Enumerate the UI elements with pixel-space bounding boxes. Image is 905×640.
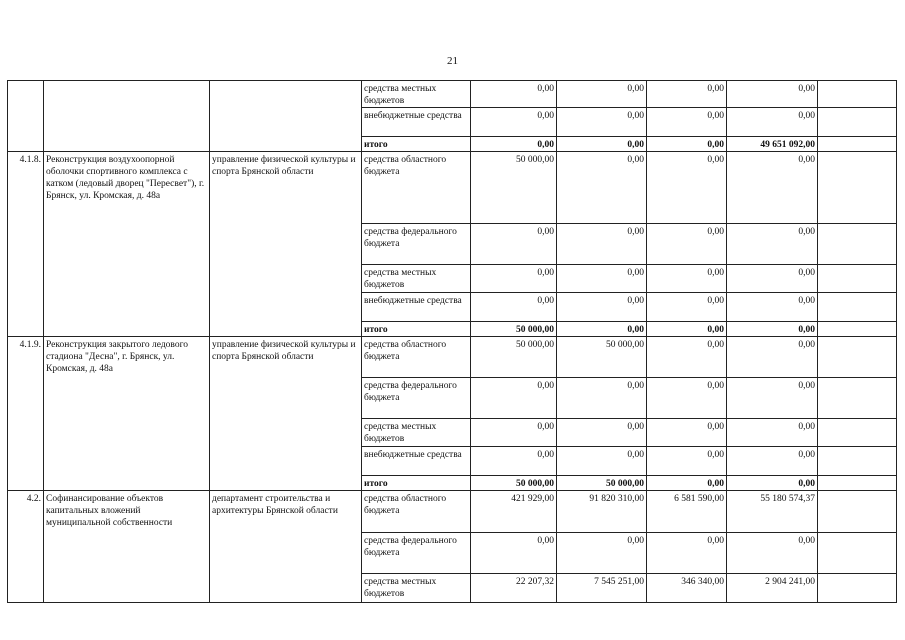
- table-row: [8, 152, 897, 224]
- item-executor: [210, 81, 362, 152]
- amount-cell-1: 50 000,00: [471, 476, 557, 491]
- amount-cell-1: 0,00: [471, 265, 557, 293]
- amount-cell-1: 0,00: [471, 419, 557, 447]
- table-row: [8, 81, 897, 108]
- amount-cell-2: 0,00: [557, 108, 647, 137]
- item-code: 4.1.8.: [8, 152, 44, 337]
- amount-cell-3: 0,00: [647, 108, 727, 137]
- amount-cell-3: 0,00: [647, 476, 727, 491]
- empty-cell: [818, 476, 897, 491]
- amount-cell-3: 0,00: [647, 152, 727, 224]
- empty-cell: [818, 265, 897, 293]
- amount-cell-2: 0,00: [557, 137, 647, 152]
- funding-source: итого: [362, 476, 471, 491]
- funding-source: средства местных бюджетов: [362, 574, 471, 603]
- amount-cell-4: 0,00: [727, 476, 818, 491]
- empty-cell: [818, 337, 897, 378]
- amount-cell-4: 49 651 092,00: [727, 137, 818, 152]
- amount-cell-2: 0,00: [557, 533, 647, 574]
- amount-cell-4: 0,00: [727, 293, 818, 322]
- item-name: Реконструкция воздухоопорной оболочки спортивного комплекса с катком (ледовый дворец "Пересвет"), г. Брянск, ул. Кромская, д. 48а: [44, 152, 210, 337]
- amount-cell-4: 0,00: [727, 447, 818, 476]
- amount-cell-4: 0,00: [727, 419, 818, 447]
- amount-cell-2: 50 000,00: [557, 337, 647, 378]
- amount-cell-4: 0,00: [727, 265, 818, 293]
- amount-cell-3: 0,00: [647, 265, 727, 293]
- amount-cell-1: 0,00: [471, 378, 557, 419]
- amount-cell-2: 0,00: [557, 265, 647, 293]
- amount-cell-2: 0,00: [557, 224, 647, 265]
- amount-cell-3: 0,00: [647, 293, 727, 322]
- funding-source: средства местных бюджетов: [362, 419, 471, 447]
- amount-cell-4: 0,00: [727, 378, 818, 419]
- amount-cell-4: 0,00: [727, 533, 818, 574]
- item-executor: управление физической культуры и спорта Брянской области: [210, 337, 362, 491]
- amount-cell-4: 2 904 241,00: [727, 574, 818, 603]
- amount-cell-3: 0,00: [647, 533, 727, 574]
- amount-cell-3: 0,00: [647, 419, 727, 447]
- table-row: [8, 491, 897, 533]
- amount-cell-2: 0,00: [557, 152, 647, 224]
- amount-cell-2: 0,00: [557, 293, 647, 322]
- funding-source: средства областного бюджета: [362, 491, 471, 533]
- table-row: [8, 337, 897, 378]
- amount-cell-2: 0,00: [557, 447, 647, 476]
- empty-cell: [818, 447, 897, 476]
- amount-cell-1: 50 000,00: [471, 152, 557, 224]
- amount-cell-4: 0,00: [727, 224, 818, 265]
- empty-cell: [818, 419, 897, 447]
- amount-cell-4: 0,00: [727, 108, 818, 137]
- amount-cell-4: 0,00: [727, 81, 818, 108]
- item-code: 4.1.9.: [8, 337, 44, 491]
- amount-cell-1: 50 000,00: [471, 322, 557, 337]
- amount-cell-3: 0,00: [647, 378, 727, 419]
- amount-cell-1: 421 929,00: [471, 491, 557, 533]
- item-executor: управление физической культуры и спорта Брянской области: [210, 152, 362, 337]
- amount-cell-1: 0,00: [471, 81, 557, 108]
- empty-cell: [818, 491, 897, 533]
- funding-source: средства областного бюджета: [362, 152, 471, 224]
- amount-cell-3: 0,00: [647, 447, 727, 476]
- amount-cell-2: 0,00: [557, 419, 647, 447]
- item-code: [8, 81, 44, 152]
- funding-source: внебюджетные средства: [362, 447, 471, 476]
- budget-table: [7, 80, 897, 603]
- item-code: 4.2.: [8, 491, 44, 603]
- amount-cell-1: 50 000,00: [471, 337, 557, 378]
- amount-cell-4: 0,00: [727, 322, 818, 337]
- amount-cell-4: 55 180 574,37: [727, 491, 818, 533]
- amount-cell-1: 0,00: [471, 533, 557, 574]
- funding-source: внебюджетные средства: [362, 293, 471, 322]
- amount-cell-2: 50 000,00: [557, 476, 647, 491]
- funding-source: итого: [362, 322, 471, 337]
- amount-cell-3: 0,00: [647, 224, 727, 265]
- amount-cell-2: 91 820 310,00: [557, 491, 647, 533]
- empty-cell: [818, 574, 897, 603]
- funding-source: средства областного бюджета: [362, 337, 471, 378]
- empty-cell: [818, 108, 897, 137]
- amount-cell-4: 0,00: [727, 152, 818, 224]
- amount-cell-3: 0,00: [647, 337, 727, 378]
- amount-cell-2: 0,00: [557, 322, 647, 337]
- budget-table-body: [8, 81, 897, 603]
- page-number: 21: [447, 55, 458, 67]
- empty-cell: [818, 322, 897, 337]
- funding-source: средства местных бюджетов: [362, 81, 471, 108]
- amount-cell-3: 0,00: [647, 81, 727, 108]
- item-name: [44, 81, 210, 152]
- item-name: Софинансирование объектов капитальных вложений муниципальной собственности: [44, 491, 210, 603]
- amount-cell-3: 6 581 590,00: [647, 491, 727, 533]
- funding-source: итого: [362, 137, 471, 152]
- funding-source: средства федерального бюджета: [362, 224, 471, 265]
- empty-cell: [818, 224, 897, 265]
- amount-cell-4: 0,00: [727, 337, 818, 378]
- funding-source: внебюджетные средства: [362, 108, 471, 137]
- funding-source: средства федерального бюджета: [362, 378, 471, 419]
- amount-cell-1: 0,00: [471, 137, 557, 152]
- amount-cell-2: 0,00: [557, 378, 647, 419]
- empty-cell: [818, 293, 897, 322]
- amount-cell-1: 0,00: [471, 224, 557, 265]
- amount-cell-2: 0,00: [557, 81, 647, 108]
- empty-cell: [818, 81, 897, 108]
- empty-cell: [818, 378, 897, 419]
- amount-cell-1: 22 207,32: [471, 574, 557, 603]
- amount-cell-2: 7 545 251,00: [557, 574, 647, 603]
- empty-cell: [818, 533, 897, 574]
- empty-cell: [818, 137, 897, 152]
- amount-cell-3: 0,00: [647, 322, 727, 337]
- empty-cell: [818, 152, 897, 224]
- amount-cell-1: 0,00: [471, 108, 557, 137]
- item-executor: департамент строительства и архитектуры Брянской области: [210, 491, 362, 603]
- amount-cell-1: 0,00: [471, 447, 557, 476]
- amount-cell-3: 346 340,00: [647, 574, 727, 603]
- funding-source: средства местных бюджетов: [362, 265, 471, 293]
- item-name: Реконструкция закрытого ледового стадиона "Десна", г. Брянск, ул. Кромская, д. 48а: [44, 337, 210, 491]
- amount-cell-3: 0,00: [647, 137, 727, 152]
- amount-cell-1: 0,00: [471, 293, 557, 322]
- funding-source: средства федерального бюджета: [362, 533, 471, 574]
